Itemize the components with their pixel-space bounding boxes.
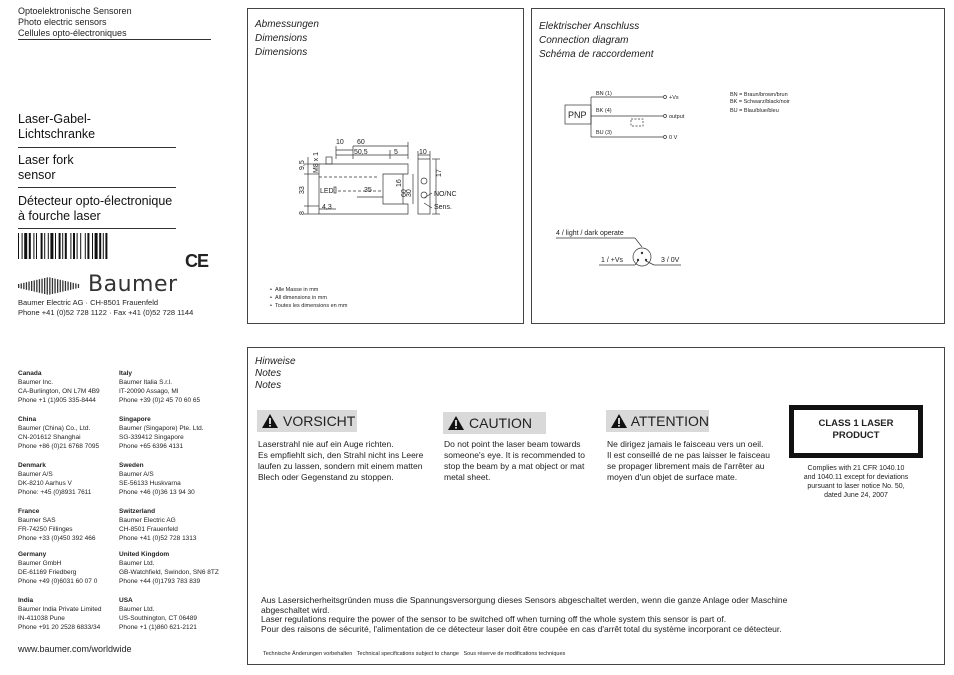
notes-title-en: Notes bbox=[255, 368, 282, 379]
brand-phone: Phone +41 (0)52 728 1122 · Fax +41 (0)52 728 1144 bbox=[18, 308, 194, 317]
dim-10b: 10 bbox=[419, 149, 427, 156]
wire-bn-end: +Vs bbox=[669, 95, 679, 101]
warning-fr-text: ATTENTION bbox=[630, 413, 709, 429]
product-name-de-line2: Lichtschranke bbox=[18, 127, 96, 141]
contact-country: Italy bbox=[119, 370, 133, 377]
warning-body-fr bbox=[607, 439, 770, 483]
warning-en-line: metal sheet. bbox=[444, 472, 491, 482]
notes-titles bbox=[255, 356, 296, 392]
power-note-fr: Pour des raisons de sécurité, l'alimentation de ce détecteur laser doit être coupée en cas d'arrêt total du système incorporant ce détecteur. bbox=[261, 623, 782, 634]
contact-block bbox=[18, 369, 100, 405]
warning-body-en bbox=[444, 439, 585, 483]
warning-de-line: Es empfiehlt sich, den Strahl nicht ins Leere bbox=[258, 450, 424, 460]
contact-line: Phone +39 (0)2 45 70 60 65 bbox=[119, 397, 201, 404]
compliance-text bbox=[786, 464, 926, 500]
dimensions-title-fr: Dimensions bbox=[255, 47, 308, 58]
sens-label: Sens. bbox=[434, 204, 452, 211]
header-line-de: Optoelektronische Sensoren bbox=[18, 6, 132, 16]
notes-title-fr: Notes bbox=[255, 380, 282, 391]
dim-note-en-text: All dimensions in mm bbox=[274, 295, 327, 301]
contact-line: Baumer Ltd. bbox=[119, 606, 155, 613]
wire-bu: BU (3) bbox=[596, 130, 612, 136]
connection-title-fr: Schéma de raccordement bbox=[539, 49, 654, 60]
warning-de-line: Laserstrahl nie auf ein Auge richten. bbox=[258, 439, 394, 449]
header-divider bbox=[18, 39, 211, 40]
contact-line: SE-56133 Huskvarna bbox=[119, 480, 181, 487]
contact-block bbox=[119, 550, 219, 586]
power-notes bbox=[261, 596, 941, 634]
contact-block bbox=[18, 415, 99, 451]
dim-33: 33 bbox=[299, 186, 306, 194]
brand-company: Baumer Electric AG · CH-8501 Frauenfeld bbox=[18, 298, 159, 307]
wire-bn: BN (1) bbox=[596, 91, 612, 97]
product-name-en-line1: Laser fork bbox=[18, 153, 74, 167]
contact-line: Baumer A/S bbox=[119, 471, 154, 478]
laser-class-line2: PRODUCT bbox=[832, 430, 880, 441]
warning-en-line: someone's eye. It is recommended to bbox=[444, 450, 585, 460]
led-label: LED bbox=[320, 188, 334, 195]
contact-block bbox=[119, 369, 200, 405]
contact-block bbox=[18, 507, 96, 543]
product-name-de-line1: Laser-Gabel- bbox=[18, 112, 91, 126]
warning-fr-line: se propager librement mais de l'arrêter au bbox=[607, 461, 765, 471]
contact-block bbox=[119, 415, 204, 451]
warning-en-line: Do not point the laser beam towards bbox=[444, 439, 581, 449]
wire-bk-end: output bbox=[669, 114, 685, 120]
m8-label: M8 x 1 bbox=[313, 151, 320, 173]
product-divider-2 bbox=[18, 187, 176, 188]
contact-line: SG-339412 Singapore bbox=[119, 434, 184, 441]
contact-block bbox=[119, 596, 197, 632]
contact-line: Phone +33 (0)450 392 466 bbox=[18, 535, 96, 542]
power-note-de-cont: abgeschaltet wird. bbox=[261, 604, 330, 615]
dim-16: 16 bbox=[396, 179, 403, 187]
legend-bu: BU = Blau/blue/bleu bbox=[730, 108, 779, 114]
plug-circle bbox=[633, 248, 651, 266]
header-line-fr: Cellules opto-électroniques bbox=[18, 28, 127, 38]
dim-50-5: 50,5 bbox=[354, 149, 368, 156]
product-divider-3 bbox=[18, 228, 176, 229]
plug-pin4: 4 / light / dark operate bbox=[556, 230, 624, 237]
contact-block bbox=[18, 461, 91, 497]
contact-block bbox=[18, 596, 101, 632]
connection-title-en: Connection diagram bbox=[539, 35, 629, 46]
footer-disclaimer: Technische Änderungen vorbehalten Technical specifications subject to change Sous réserve de modifications techniques bbox=[263, 651, 566, 657]
contact-line: GB-Watchfield, Swindon, SN6 8TZ bbox=[119, 569, 219, 576]
contact-country: Germany bbox=[18, 551, 47, 558]
contact-block bbox=[18, 550, 97, 586]
product-name-en bbox=[18, 153, 74, 183]
contact-country: Sweden bbox=[119, 462, 144, 469]
dim-9-5: 9,5 bbox=[299, 160, 306, 170]
contact-line: Baumer Electric AG bbox=[119, 517, 176, 524]
contact-country: Denmark bbox=[18, 462, 46, 469]
dim-4-3: 4,3 bbox=[322, 204, 332, 211]
laser-class-line1: CLASS 1 LASER bbox=[818, 418, 894, 429]
power-note-de: Aus Lasersicherheitsgründen muss die Spannungsversorgung dieses Sensors abgeschaltet werden, wenn die ganze Anlage oder Maschine bbox=[261, 595, 788, 605]
contact-line: Baumer SAS bbox=[18, 517, 56, 524]
contact-line: Phone +49 (0)6031 60 07 0 bbox=[18, 578, 98, 585]
legend-bk: BK = Schwarz/black/noir bbox=[730, 99, 790, 105]
warning-de-line: laufen zu lassen, sondern mit einem matten bbox=[258, 461, 423, 471]
warning-de-text: VORSICHT bbox=[283, 413, 356, 429]
laser-class-label bbox=[789, 405, 923, 458]
compliance-line: dated June 24, 2007 bbox=[824, 492, 888, 499]
product-name-de bbox=[18, 112, 95, 142]
warning-fr-line: Ne dirigez jamais le faisceau vers un oeil. bbox=[607, 439, 764, 449]
warning-en-line: stop the beam by a mat object or mat bbox=[444, 461, 585, 471]
contact-line: Baumer (Singapore) Pte. Ltd. bbox=[119, 425, 204, 432]
dim-note-de: • Alle Masse in mm bbox=[270, 287, 319, 293]
connection-title-de: Elektrischer Anschluss bbox=[539, 21, 640, 32]
dim-60: 60 bbox=[357, 139, 365, 146]
connector-outline bbox=[326, 157, 332, 164]
dimension-drawing bbox=[248, 9, 523, 323]
plug-pin3: 3 / 0V bbox=[661, 257, 680, 264]
wiring-diagram bbox=[532, 9, 944, 323]
nonc-label: NO/NC bbox=[434, 191, 457, 198]
website-link[interactable]: www.baumer.com/worldwide bbox=[18, 644, 132, 654]
contact-line: DK-8210 Aarhus V bbox=[18, 480, 72, 487]
dimensions-title-en: Dimensions bbox=[255, 33, 308, 44]
product-name-fr bbox=[18, 194, 172, 224]
contact-line: CH-8501 Frauenfeld bbox=[119, 526, 178, 533]
notes-title-de: Hinweise bbox=[255, 356, 296, 367]
dim-5: 5 bbox=[394, 149, 398, 156]
contact-line: CA-Burlington, ON L7M 4B9 bbox=[18, 388, 100, 395]
contact-block bbox=[119, 461, 195, 497]
dim-8: 8 bbox=[299, 211, 306, 215]
contact-country: India bbox=[18, 597, 34, 604]
header-line-en: Photo electric sensors bbox=[18, 17, 107, 27]
product-name-fr-line2: à fourche laser bbox=[18, 209, 101, 223]
dim-10a: 10 bbox=[336, 139, 344, 146]
hole-mark bbox=[334, 187, 336, 193]
warning-triangle-icon bbox=[261, 413, 279, 429]
dim-30: 30 bbox=[406, 189, 413, 197]
warning-en-text: CAUTION bbox=[469, 415, 532, 431]
contact-line: FR-74250 Fillinges bbox=[18, 526, 73, 533]
contact-line: Phone +1 (1)860 621-2121 bbox=[119, 624, 197, 631]
contact-line: Baumer A/S bbox=[18, 471, 53, 478]
dim-note-fr-text: Toutes les dimensions en mm bbox=[274, 303, 348, 309]
contact-line: Phone +46 (0)36 13 94 30 bbox=[119, 489, 195, 496]
contact-line: Baumer India Private Limited bbox=[18, 606, 102, 613]
dim-note-en: • All dimensions in mm bbox=[270, 295, 327, 301]
power-note-en: Laser regulations require the power of the sensor to be switched off when turning off the whole system this sensor is part of. bbox=[261, 614, 727, 624]
dimensions-panel bbox=[247, 8, 524, 324]
compliance-line: pursuant to laser notice No. 50, bbox=[807, 483, 905, 490]
contact-line: Baumer GmbH bbox=[18, 560, 62, 567]
contact-line: Baumer Italia S.r.l. bbox=[119, 379, 173, 386]
warning-triangle-icon bbox=[610, 413, 627, 429]
contact-line: Phone +65 6396 4131 bbox=[119, 443, 184, 450]
brand-contact bbox=[18, 298, 193, 318]
warning-label-fr bbox=[606, 410, 709, 432]
dimensions-notes bbox=[270, 286, 347, 310]
dim-17: 17 bbox=[436, 169, 443, 177]
contact-country: USA bbox=[119, 597, 133, 604]
contact-line: IT-20090 Assago, MI bbox=[119, 388, 179, 395]
notes-panel bbox=[247, 347, 945, 665]
warning-fr-line: Il est conseillé de ne pas laisser le faisceau bbox=[607, 450, 771, 460]
warning-label-en bbox=[443, 412, 546, 434]
dim-35: 35 bbox=[364, 187, 372, 194]
contact-line: Phone +41 (0)52 728 1313 bbox=[119, 535, 197, 542]
dim-note-fr: • Toutes les dimensions en mm bbox=[270, 303, 348, 309]
contact-line: Phone +91 20 2528 6833/34 bbox=[18, 624, 101, 631]
contact-country: Canada bbox=[18, 370, 42, 377]
contact-block bbox=[119, 507, 197, 543]
barcode bbox=[18, 233, 176, 259]
product-name-en-line2: sensor bbox=[18, 168, 56, 182]
wire-bk: BK (4) bbox=[596, 108, 612, 114]
contact-country: China bbox=[18, 416, 37, 423]
contact-country: Singapore bbox=[119, 416, 151, 423]
warning-fr-line: moyen d'un objet de surface mate. bbox=[607, 472, 738, 482]
contact-line: US-Southington, CT 06489 bbox=[119, 615, 197, 622]
contact-line: Baumer (China) Co., Ltd. bbox=[18, 425, 91, 432]
dimensions-title-de: Abmessungen bbox=[255, 19, 319, 30]
dim-note-de-text: Alle Masse in mm bbox=[274, 287, 319, 293]
baumer-logo-icon bbox=[18, 276, 83, 296]
dim-60v: 60 bbox=[401, 189, 408, 197]
contact-line: Phone +1 (1)905 335-8444 bbox=[18, 397, 96, 404]
contact-line: Baumer Ltd. bbox=[119, 560, 155, 567]
contact-line: DE-61169 Friedberg bbox=[18, 569, 77, 576]
warning-triangle-icon bbox=[447, 415, 465, 431]
category-header bbox=[18, 6, 132, 39]
product-name-fr-line1: Détecteur opto-électronique bbox=[18, 194, 173, 208]
contact-line: Phone: +45 (0)8931 7611 bbox=[18, 489, 92, 496]
contact-country: United Kingdom bbox=[119, 551, 170, 558]
load-symbol bbox=[631, 119, 643, 126]
pnp-label: PNP bbox=[568, 110, 587, 120]
brand-name: Baumer bbox=[88, 272, 178, 297]
warning-de-line: Blech oder Gegenstand zu stoppen. bbox=[258, 472, 394, 482]
contact-line: IN-411038 Pune bbox=[18, 615, 65, 622]
contact-country: France bbox=[18, 508, 40, 515]
product-divider-1 bbox=[18, 147, 176, 148]
contact-country: Switzerland bbox=[119, 508, 156, 515]
ce-mark: CE bbox=[185, 251, 209, 271]
contact-line: Baumer Inc. bbox=[18, 379, 54, 386]
contact-line: CN-201612 Shanghai bbox=[18, 434, 81, 441]
compliance-line: and 1040.11 except for deviations bbox=[803, 474, 909, 481]
contact-line: Phone +86 (0)21 6768 7095 bbox=[18, 443, 100, 450]
contact-line: Phone +44 (0)1793 783 839 bbox=[119, 578, 201, 585]
warning-body-de bbox=[258, 439, 423, 483]
wire-bu-end: 0 V bbox=[669, 135, 678, 141]
warning-label-de bbox=[257, 410, 357, 432]
plug-pin1: 1 / +Vs bbox=[601, 257, 623, 264]
compliance-line: Complies with 21 CFR 1040.10 bbox=[807, 465, 905, 472]
legend-bn: BN = Braun/brown/brun bbox=[730, 92, 788, 98]
connection-panel bbox=[531, 8, 945, 324]
